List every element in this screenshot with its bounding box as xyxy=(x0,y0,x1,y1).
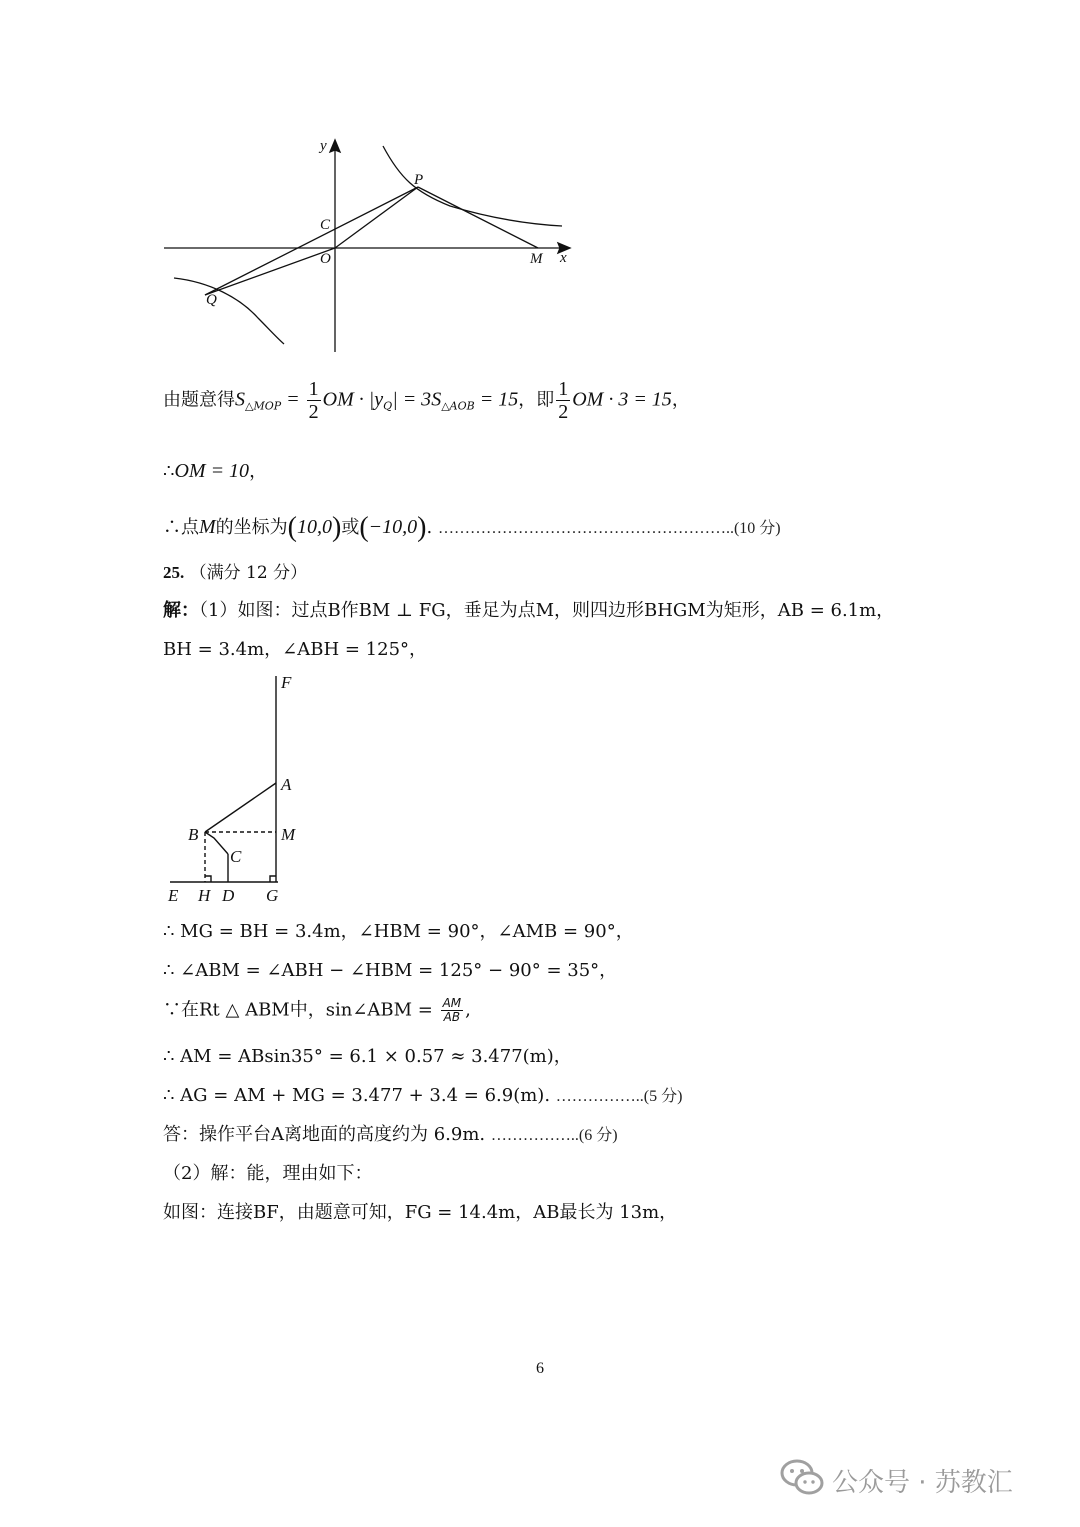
l1-text: ∴ MG = BH = 3.4m，∠HBM = 90°，∠AMB = 90°， xyxy=(163,921,634,942)
segment-AB xyxy=(205,783,276,832)
q25-full-score: （满分 12 分） xyxy=(189,563,308,583)
l6-score: (6 分) xyxy=(578,1127,618,1144)
label-M2: M xyxy=(281,825,296,844)
solution-line-sin xyxy=(163,997,471,1024)
eq3-therefore: ∴点 xyxy=(163,517,199,538)
eq1-times3: · 3 = 15 xyxy=(603,388,672,411)
solution-line-1b xyxy=(163,637,427,663)
l4-text: ∴ AM = ABsin35° = 6.1 × 0.57 ≈ 3.477(m)， xyxy=(163,1046,572,1067)
eq1-om2: OM xyxy=(572,388,604,411)
eq1-prefix: 由题意得 xyxy=(163,389,235,411)
l6-text: 答：操作平台A离地面的高度约为 6.9m. xyxy=(163,1124,486,1145)
l3-pre: ∵在Rt △ ABM中，sin∠ABM = xyxy=(163,999,439,1021)
l2-text: ∴ ∠ABM = ∠ABH − ∠HBM = 125° − 90° = 35°， xyxy=(163,960,618,981)
sol1b-text: BH = 3.4m，∠ABH = 125°， xyxy=(163,639,428,660)
segment-BC xyxy=(205,832,228,854)
sin-fraction xyxy=(441,997,464,1024)
eq1-om: OM xyxy=(322,388,354,411)
solution-line-abm xyxy=(163,958,617,984)
label-B: B xyxy=(188,825,199,844)
l5-text: ∴ AG = AM + MG = 3.477 + 3.4 = 6.9(m). xyxy=(163,1085,551,1106)
equation-om xyxy=(163,458,267,485)
label-x: x xyxy=(560,250,567,266)
line-OP xyxy=(335,187,418,248)
eq1-bar-right: | xyxy=(392,388,398,411)
right-angle-H xyxy=(205,876,211,882)
sol1-label: 解： xyxy=(163,600,199,621)
solution-line-1 xyxy=(163,598,894,624)
sol1-text: （1）如图：过点B作BM ⊥ FG，垂足为点M，则四边形BHGM为矩形，AB = 6.1m， xyxy=(199,600,895,621)
frac-den: 2 xyxy=(308,401,319,423)
equation-area xyxy=(163,378,690,423)
l7-text: （2）解：能，理由如下： xyxy=(163,1163,373,1184)
line-QO-P xyxy=(205,248,335,295)
geometry-figure xyxy=(160,668,330,908)
hyperbola-branch-lower xyxy=(174,278,284,344)
solution-part-2-line xyxy=(163,1200,677,1226)
q25-number: 25. xyxy=(163,563,185,582)
eq3-rp2: ) xyxy=(417,512,427,543)
eq1-S2: S xyxy=(431,388,442,411)
eq1-eq3: = 3 xyxy=(397,388,432,411)
eq3-lp2: ( xyxy=(359,512,369,543)
eq3-c2: −10,0 xyxy=(368,516,418,538)
eq1-S: S xyxy=(235,388,245,411)
sin-num: AM xyxy=(442,996,462,1010)
solution-line-mg xyxy=(163,919,634,945)
eq2-therefore: ∴ xyxy=(163,461,175,482)
eq1-ji: 即 xyxy=(536,389,555,411)
eq1-sub-q: Q xyxy=(383,399,393,413)
eq1-comma: ， xyxy=(518,389,537,411)
line-PM xyxy=(418,187,538,248)
half-fraction-2 xyxy=(556,378,570,423)
half-fraction xyxy=(307,378,321,423)
l8-text: 如图：连接BF，由题意可知，FG = 14.4m，AB最长为 13m， xyxy=(163,1202,678,1223)
label-y: y xyxy=(320,138,327,154)
page-number: 6 xyxy=(536,1360,544,1377)
line-QP xyxy=(205,187,418,295)
eq2-text: OM xyxy=(174,460,206,482)
label-E: E xyxy=(168,886,179,905)
y-axis-arrow xyxy=(330,140,340,152)
label-D: D xyxy=(222,886,235,905)
right-angle-G xyxy=(270,876,276,882)
eq1-bar-left: | xyxy=(368,388,375,411)
eq2-end: ， xyxy=(249,461,268,482)
eq1-sub-mop: △MOP xyxy=(245,399,282,413)
frac2-den: 2 xyxy=(558,401,569,423)
label-A: A xyxy=(281,775,292,794)
label-C: C xyxy=(320,217,331,233)
label-O: O xyxy=(320,251,331,267)
solution-part-2 xyxy=(163,1161,372,1187)
eq1-eq15: = 15 xyxy=(474,388,519,411)
question-25-header xyxy=(163,560,307,586)
eq1-dot: · xyxy=(353,388,369,411)
eq3-dot: . xyxy=(426,517,433,538)
eq2-eq: = 10 xyxy=(205,460,250,482)
solution-line-ag xyxy=(163,1083,682,1110)
label-M: M xyxy=(530,251,543,267)
sin-den: AB xyxy=(443,1010,461,1024)
l3-end: , xyxy=(465,999,471,1021)
l6-dots: …………….. xyxy=(490,1127,579,1144)
label-F: F xyxy=(281,673,292,692)
eq3-rp1: ) xyxy=(332,512,342,543)
frac2-num: 1 xyxy=(558,378,569,400)
label-H: H xyxy=(198,886,211,905)
eq3-score: (10 分) xyxy=(733,520,781,537)
eq3-dots: ……………………………………………….. xyxy=(437,520,734,537)
eq1-sub-aob: △AOB xyxy=(441,399,475,413)
l5-dots: …………….. xyxy=(555,1088,644,1105)
frac-num: 1 xyxy=(308,378,319,400)
solution-line-am xyxy=(163,1044,572,1070)
label-C2: C xyxy=(230,847,242,866)
label-Q: Q xyxy=(206,292,217,308)
answer-line xyxy=(163,1122,618,1149)
eq3-or: 或 xyxy=(341,517,360,538)
eq1-eq: = xyxy=(281,388,305,411)
watermark-text: 公众号 · 苏教汇 xyxy=(832,1468,1013,1498)
label-P: P xyxy=(414,172,424,188)
eq1-yq: y xyxy=(374,388,384,411)
eq3-mid: 的坐标为 xyxy=(215,517,288,538)
label-G: G xyxy=(266,886,279,905)
coordinate-figure xyxy=(150,130,590,360)
eq3-m: M xyxy=(199,516,216,538)
eq1-end: ， xyxy=(671,389,690,411)
eq3-c1: 10,0 xyxy=(297,516,332,538)
wechat-icon xyxy=(780,1458,826,1498)
eq3-lp1: ( xyxy=(287,512,297,543)
equation-coord xyxy=(163,514,781,542)
l5-score: (5 分) xyxy=(643,1088,683,1105)
